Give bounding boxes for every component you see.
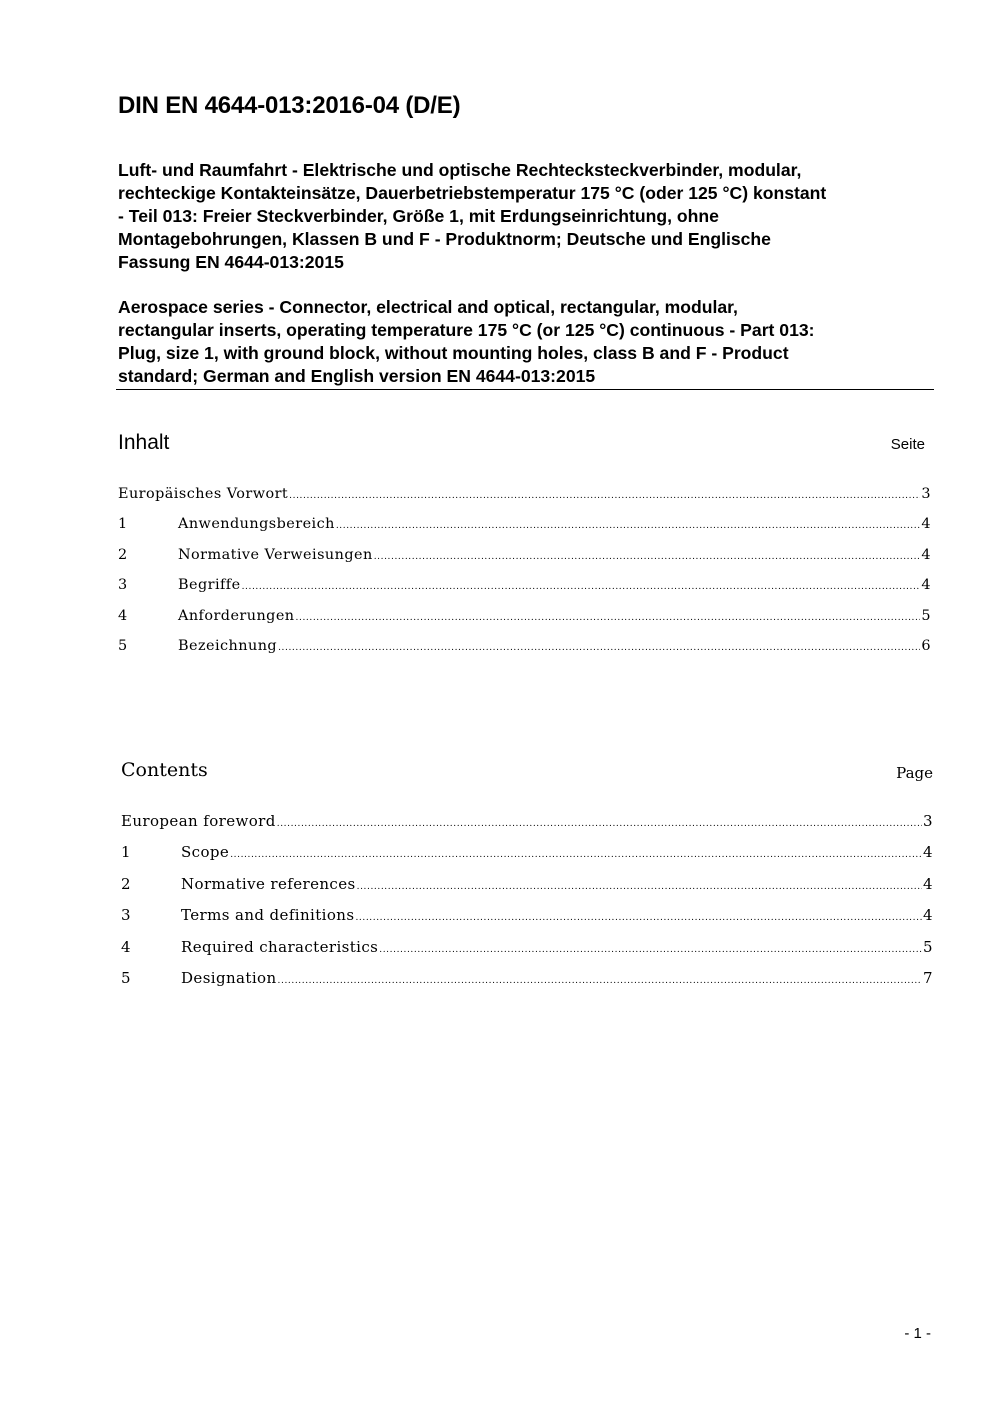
page-number: - 1 -: [904, 1325, 931, 1342]
toc-entry-title: Designation: [181, 968, 277, 987]
toc-entry-number: 5: [118, 637, 128, 654]
german-title-line: Montagebohrungen, Klassen B und F - Produktnorm; Deutsche und Englische: [118, 229, 771, 249]
toc-entry-number: 1: [118, 516, 128, 533]
toc-leader-dots: [242, 582, 921, 592]
toc-leader-dots: [336, 521, 921, 531]
english-title-line: Plug, size 1, with ground block, without mounting holes, class B and F - Product: [118, 343, 789, 363]
german-title-line: Luft- und Raumfahrt - Elektrische und optische Rechtecksteckverbinder, modular,: [118, 160, 802, 180]
toc-entry-number: 1: [121, 843, 131, 862]
toc-entry[interactable]: [121, 906, 933, 937]
table-of-contents-en: [121, 812, 933, 1000]
english-title: [118, 296, 815, 388]
toc-entry[interactable]: [121, 812, 933, 843]
toc-entry-title: Normative Verweisungen: [178, 546, 373, 563]
toc-entry[interactable]: [118, 608, 931, 638]
toc-heading-de: Inhalt: [118, 431, 170, 454]
toc-entry-page: 5: [923, 937, 933, 956]
english-title-line: rectangular inserts, operating temperature 175 °C (or 125 °C) continuous - Part 013:: [118, 320, 815, 340]
toc-entry-page: 3: [921, 486, 931, 502]
table-of-contents-de: [118, 486, 931, 668]
toc-entry-title: Bezeichnung: [178, 637, 278, 654]
english-title-line: Aerospace series - Connector, electrical and optical, rectangular, modular,: [118, 297, 738, 317]
toc-leader-dots: [379, 945, 922, 955]
toc-entry-title: Normative references: [181, 874, 356, 893]
german-title-line: - Teil 013: Freier Steckverbinder, Größe 1, mit Erdungseinrichtung, ohne: [118, 206, 719, 226]
german-title-line: rechteckige Kontakteinsätze, Dauerbetriebstemperatur 175 °C (oder 125 °C) konstant: [118, 183, 827, 203]
toc-leader-dots: [278, 643, 920, 653]
german-title-line: Fassung EN 4644-013:2015: [118, 252, 344, 272]
toc-entry-title: Begriffe: [178, 577, 241, 594]
toc-entry-page: 4: [921, 577, 931, 594]
toc-entry-page: 4: [921, 516, 931, 533]
toc-entry-title: Anforderungen: [178, 607, 295, 624]
toc-entry-page: 4: [923, 843, 933, 862]
toc-leader-dots: [355, 913, 922, 923]
toc-entry-number: 3: [118, 577, 128, 594]
toc-entry-page: 5: [921, 607, 931, 624]
toc-page-label-en: Page: [896, 764, 933, 782]
toc-page-label-de: Seite: [890, 436, 925, 453]
toc-entry[interactable]: [121, 969, 933, 1000]
toc-entry[interactable]: [121, 938, 933, 969]
toc-entry-number: 4: [121, 937, 131, 956]
toc-entry[interactable]: [118, 577, 931, 607]
toc-leader-dots: [230, 850, 922, 860]
toc-heading-en: Contents: [121, 759, 208, 781]
toc-entry-title: Europäisches Vorwort: [118, 486, 289, 502]
toc-entry-title: Scope: [181, 843, 230, 862]
toc-entry-title: Terms and definitions: [181, 906, 355, 925]
toc-entry[interactable]: [118, 638, 931, 668]
toc-entry-page: 4: [923, 874, 933, 893]
toc-entry[interactable]: [118, 486, 931, 516]
toc-entry-number: 2: [118, 546, 128, 563]
toc-leader-dots: [374, 552, 921, 562]
toc-leader-dots: [296, 613, 921, 623]
toc-entry-page: 4: [921, 546, 931, 563]
toc-leader-dots: [277, 819, 922, 829]
toc-entry[interactable]: [118, 547, 931, 577]
toc-leader-dots: [289, 491, 920, 501]
title-divider: [116, 389, 934, 390]
toc-entry-title: Anwendungsbereich: [178, 516, 335, 533]
toc-entry-number: 4: [118, 607, 128, 624]
toc-entry-number: 3: [121, 906, 131, 925]
toc-entry-title: European foreword: [121, 812, 276, 830]
toc-entry-page: 6: [921, 637, 931, 654]
toc-entry-title: Required characteristics: [181, 937, 379, 956]
toc-entry[interactable]: [118, 516, 931, 546]
toc-entry-number: 2: [121, 874, 131, 893]
toc-entry[interactable]: [121, 843, 933, 874]
toc-leader-dots: [278, 976, 923, 986]
toc-entry-page: 7: [923, 968, 933, 987]
english-title-line: standard; German and English version EN 4644-013:2015: [118, 366, 596, 386]
toc-entry[interactable]: [121, 875, 933, 906]
toc-entry-page: 4: [923, 906, 933, 925]
toc-leader-dots: [357, 882, 922, 892]
toc-entry-page: 3: [923, 812, 933, 830]
toc-entry-number: 5: [121, 968, 131, 987]
german-title: [118, 159, 826, 274]
document-title: DIN EN 4644-013:2016-04 (D/E): [118, 92, 461, 119]
